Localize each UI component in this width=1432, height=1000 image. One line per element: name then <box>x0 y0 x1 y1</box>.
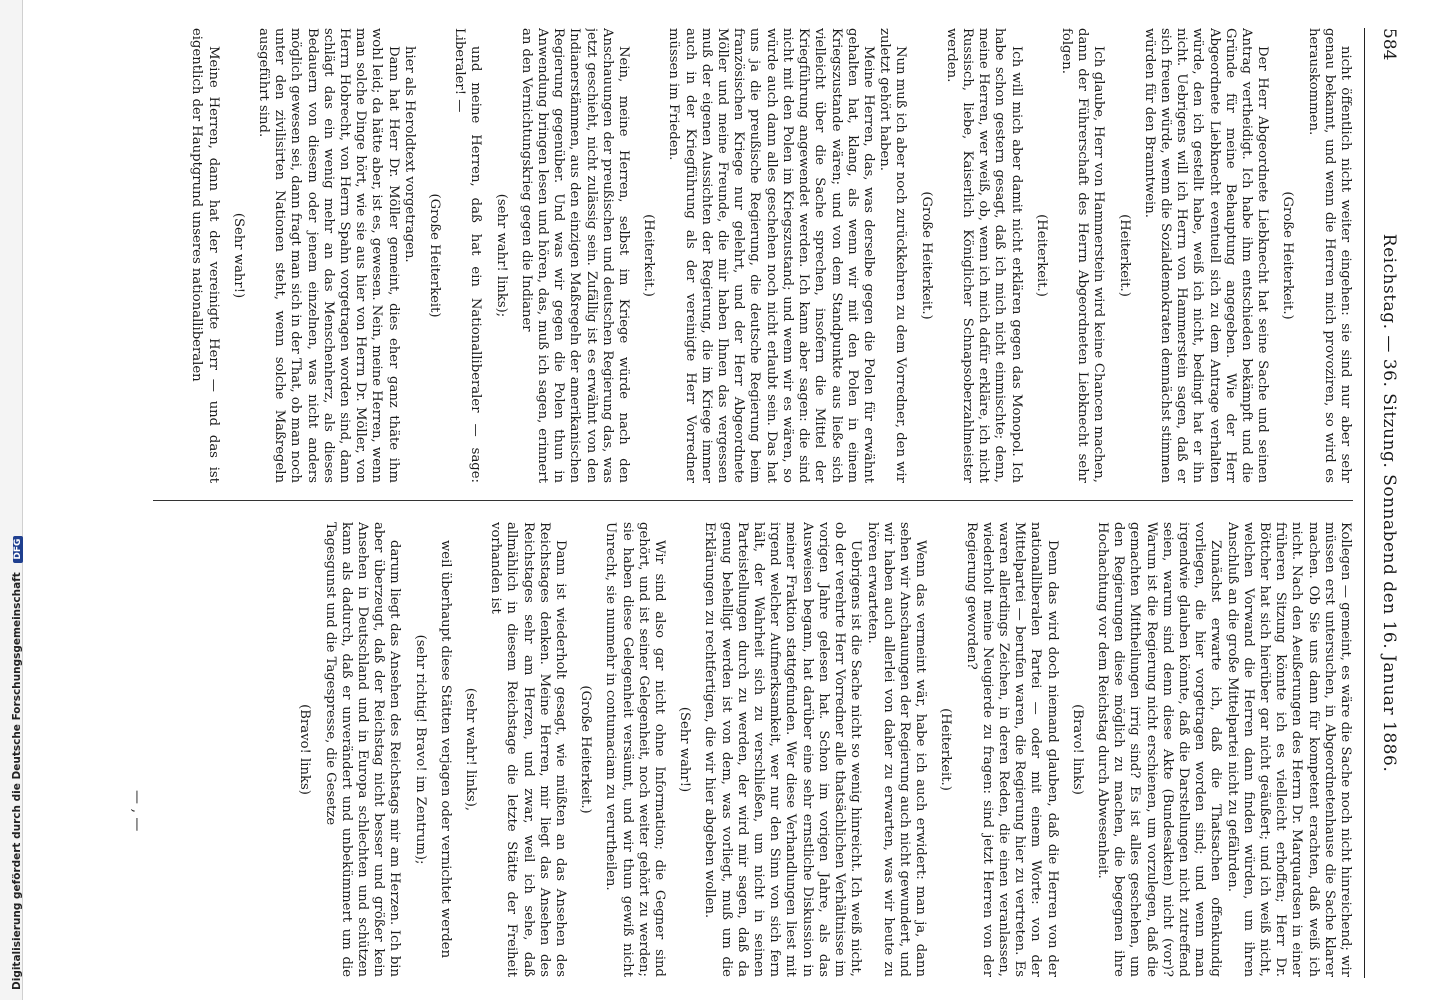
interjection: (sehr wahr! links), <box>463 687 479 812</box>
paragraph: Nun muß ich aber noch zurückkehren zu dem Vorredner, den wir zuletzt gehört haben. <box>877 28 909 483</box>
paragraph: Kollegen — gemeint, es wäre die Sache noch nicht hinreichend; wir müssen erst untersuchen, in Abgeordnetenhause die Sache klarer machen. Ob Sie uns dann für kompetent erachten, daß weiß ich nicht. Nach den Aeußerungen des Herrn Dr. Marquardsen in einer früheren Sitzung könnte ich es vielleicht erhoffen; Herr Dr. Böttcher hat sich hierüber gar nicht geäußert; und ich weiß nicht, welchen Vorwand die Herren dann finden würden, um ihren Anschluß an die große Mittelpartei nicht zu gefährden. <box>1224 522 1353 977</box>
text-column-left <box>123 28 1353 483</box>
paragraph: hier als Heroldtext vorgetragen. <box>401 46 417 263</box>
interjection: (Sehr wahr!) <box>677 706 693 793</box>
paragraph: Zunächst erwarte ich, daß die Thatsachen offenkundig vorliegen, die hier vorgetragen worden sind; und wenn man irgendwie glauben könnte, daß die Darstellungen nicht zutreffend seien, warum sind denn diese Akte (Bundesakten) nicht (vor)? Warum ist die Regierung nicht erschienen, um vorzulegen, daß die gemachten Mittheilungen irrig sind? Es ist alles geschehen, um den Regierungen diese möglich zu machen, die begegnen ihre Hochachtung vor dem Reichstag durch Abwesenheit. <box>1094 522 1224 977</box>
page-title: Reichstag. — 36. Sitzung. Sonnabend den 16. Januar 1886. <box>1379 233 1399 773</box>
paragraph: Dann ist wiederholt gesagt, wie müßten an das Ansehen des Reichstages denken. Meine Herren, mir liegt das Ansehen des Reichstages sehr am Herzen, und zwar, weil ich sehe, daß allmählich in diesem Reichstage die letzte Stätte der Freiheit vorhanden ist <box>488 522 569 977</box>
paragraph: und meine Herren, daß hat ein Nationalliberaler — sage: Liberaler! — <box>452 28 484 483</box>
page-header <box>1369 28 1403 978</box>
digitization-strip <box>0 0 23 1000</box>
paragraph: Denn das wird doch niemand glauben, daß die Herren von der nationalliberalen Partei — oder mit einem Worte: von der Mittelpartei — berufen waren, die Regierung hier zu vertreten. Es waren allerdings Zeichen, in deren Reden, die einen veranlassen, wiederholt meine Neugierde zu fragen: sind jetzt Herren von der Regierung geworden? <box>963 522 1060 977</box>
text-column-right <box>123 522 1353 977</box>
scanned-page <box>105 0 1425 1000</box>
interjection: (Heiterkeit.) <box>641 214 657 297</box>
paragraph: Ich glaube, Herr von Hammerstein wird keine Chancen machen, dann der Führerschaft des Herrn Abgeordneten Liebknecht sehr folgen. <box>1058 28 1107 483</box>
paragraph: Wir sind also gar nicht ohne Information; die Gegner sind gehört, und ist seiner Gelegenheit, noch weiter gehört zu werden; sie haben diese Gelegenheit versäumt, und wir thun gewiß nicht Unrecht, sie nunmehr in contumaciam zu verurtheilen. <box>603 522 668 977</box>
digitization-notice-text: Digitalisierung gefördert durch die Deutsche Forschungsgemeinschaft <box>11 572 23 990</box>
interjection: (Bravo! links) <box>1069 704 1085 795</box>
column-divider <box>153 500 1353 501</box>
paragraph: Meine Herren, das, was derselbe gegen die Polen für erwähnt gehalten hat, klang, als wenn wir mit den Polen in einem Kriegszustande wären; und von dem Standpunkte aus ließe sich vielleicht über die Sache sprechen, insofern die Mittel der Kriegführung angewendet werden. Ich kann aber sagen: die sind nicht mit den Polen im Kriegszustand; und wenn wir es wären, so würde auch dann alles geschehen noch nicht erlaubt sein. Das hat uns ja die preußische Regierung, die deutsche Regierung beim französischen Kriege nur gelehrt, und der Herr Abgeordnete Möller und meine Freunde, die mir haben Ihnen das vergessen muß der eigenen Aussichten der Regierung, die im Kriege immer auch in der Kriegführung als der vereinigte Herr Vorredner müssen im Frieden. <box>666 28 876 483</box>
paragraph: Meine Herren, dann hat der vereinigte Herr — und das ist eigentlich der Hauptgrund unseres nationalliberalen <box>189 28 221 483</box>
paragraph: weil überhaupt diese Stätten verjagen oder vernichtet werden <box>437 540 453 959</box>
interjection: (Große Heiterkeit.) <box>918 191 934 320</box>
interjection: (Große Heiterkeit.) <box>1280 191 1296 320</box>
paragraph: Ich will mich aber damit nicht erklären gegen das Monopol. Ich habe schon gestern gesagt, daß ich mich nicht einmischte; denn, meine Herren, wer weiß, ob, wenn ich mich dafür erkläre, ich nicht Russisch, liebe, Kaiserlich Königlicher Schnapsoberzahlmeister werden. <box>943 28 1024 483</box>
interjection: (Heiterkeit.) <box>1116 214 1132 297</box>
interjection: (Heiterkeit.) <box>938 708 954 791</box>
paragraph: Wenn das vermeint wär, habe ich auch erwidert: man ja, dann sehen wir Anschauungen der Regierung auch nicht gewundert, und wir haben auch allerlei von daher zu erwarten, was wir heute zu hören erwarteten. <box>864 522 929 977</box>
paragraph: nicht öffentlich nicht weiter eingehen: sie sind nur aber sehr genau bekannt, und wenn die Herren mich provoziren, so wird es herauskommen. <box>1305 28 1353 483</box>
digitization-notice <box>11 536 23 990</box>
interjection: (Sehr wahr!) <box>230 212 246 299</box>
dfg-logo: DFG <box>13 536 23 563</box>
paragraph: Uebrigens ist die Sache nicht so wenig hinreicht. Ich weiß nicht, ob der verehrte Herr Vorredner alle thatsächlichen Verhältnisse im vorigen Jahre gelesen hat. Schon im vorigen Jahre, als das Ausweisen begann, hat darüber eine sehr ernstliche Diskussion in meiner Fraktion stattgefunden. Wer diese Verhandlungen liest mit irgend welcher Aufmerksamkeit, wer nur den Sinn von sich fern hält, der Wahrheit sich zu verschließen, um nicht in seinen Parteistellungen durch zu werden, der wird mir sagen, daß da genug behelligt werden ist von dem, was vorliegt, muß um die Erklärungen zu rechtfertigen, die wir hier abgeben wollen. <box>702 522 864 977</box>
interjection: (Heiterkeit.) <box>1033 214 1049 297</box>
paragraph: darum liegt das Ansehen des Reichstags mir am Herzen. Ich bin aber überzeugt, daß der Reichstag nicht besser und größer kein Ansehen in Deutschland und in Europa schlechten und schützen kann als dadurch, daß er unverändert und unbekümmert um die Tagesgunst und die Tagespresse, die Gesetze <box>322 522 403 977</box>
paragraph: Dann hat Herr Dr. Möller gemeint, dies eher ganz thäte ihm wohl leid; da hätte aber, ist es, gewesen. Nein, meine Herren, wenn man solche Dinge hört, wie sie aus hier von Herrn Dr. Möller, von Herrn Hobrecht, von Herrn Spahn vorgetragen worden sind, dann schlägt das ein wenig mehr an das Menschenherz, als dieses Bedauern von diesem oder jenem einzelnen, was nicht anders möglich gewesen sei, dann fragt man sich in der That, ob man noch unter den zivilisirten Nationen steht, wenn solche Maßregeln ausgeführt sind. <box>256 28 401 483</box>
header-rule <box>1364 28 1365 978</box>
paragraph: Nein, meine Herren, selbst im Kriege würde nach den Anschauungen der preußischen und deutschen Regierung das, was jetzt geschieht, nicht zulässig sein. Zufällig ist es erwähnt von den Indianerstämmen, aus den einzigen Maßregeln der amerikanischen Regierung gegenüber. Und was wir gegen die Polen thun in Anwendung bringen lesen und hören, das, muß ich sagen, erinnert an den Vernichtungskrieg gegen die Indianer <box>518 28 632 483</box>
page-number: 584 <box>1379 28 1399 61</box>
interjection: (Bravo! links) <box>297 704 313 795</box>
page-mark: — ‚ — <box>129 790 145 832</box>
interjection: (sehr richtig! Bravo! im Zentrum); <box>412 634 428 865</box>
paragraph: Der Herr Abgeordnete Liebknecht hat seine Sache und seinen Antrag vertheidigt. Ich habe ihm entschieden bekämpft und die Gründe für meine Behauptung angegeben. Wie der Herr Abgeordnete Liebknecht eventuell sich zu dem Antrage verhalten würde, den ich gestellt habe, weiß ich nicht, bedingt hat er ihn nicht. Uebrigens will ich Herrn von Hammerstein sagen, daß er sich freuen würde, wenn die Sozialdemokraten demnächst stimmen würden für den Branntwein. <box>1141 28 1271 483</box>
interjection: (sehr wahr! links); <box>493 193 509 318</box>
interjection: (Große Heiterkeit) <box>427 193 443 318</box>
interjection: (Große Heiterkeit.) <box>578 685 594 814</box>
